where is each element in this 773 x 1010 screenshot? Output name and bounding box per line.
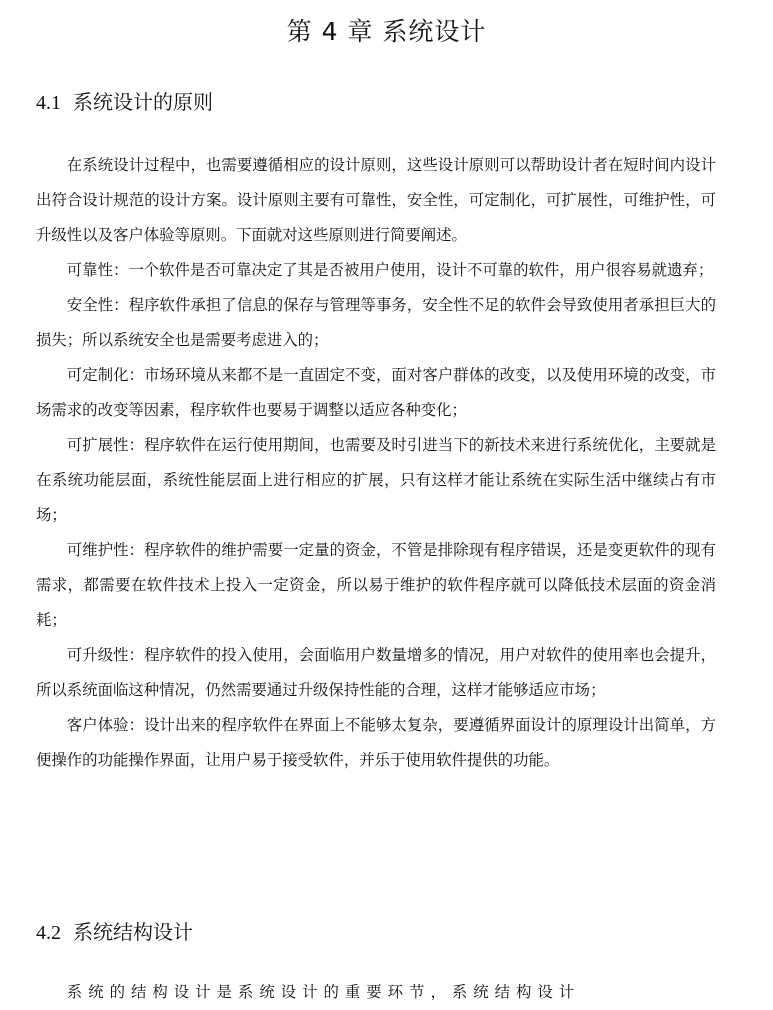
paragraph-security: 安全性：程序软件承担了信息的保存与管理等事务，安全性不足的软件会导致使用者承担巨大的损失；所以系统安全也是需要考虑进入的； xyxy=(36,296,716,349)
paragraph-reliability: 可靠性：一个软件是否可靠决定了其是否被用户使用，设计不可靠的软件，用户很容易就遗弃； xyxy=(66,261,714,279)
section-heading-4-1 xyxy=(36,88,213,117)
section-heading-4-2 xyxy=(36,918,193,947)
paragraph-maintainability: 可维护性：程序软件的维护需要一定量的资金，不管是排除现有程序错误，还是变更软件的现有需求，都需要在软件技术上投入一定资金，所以易于维护的软件程序就可以降低技术层面的资金消耗； xyxy=(36,541,716,629)
chapter-title: 第 4 章 系统设计 xyxy=(286,17,487,46)
paragraph-customization: 可定制化：市场环境从来都不是一直固定不变，面对客户群体的改变，以及使用环境的改变，市场需求的改变等因素，程序软件也要易于调整以适应各种变化； xyxy=(36,366,716,419)
paragraph-extensibility: 可扩展性：程序软件在运行使用期间，也需要及时引进当下的新技术来进行系统优化，主要就是在系统功能层面，系统性能层面上进行相应的扩展，只有这样才能让系统在实际生活中继续占有市场； xyxy=(36,436,716,524)
cut-off-text: 系统的结构设计是系统设计的重要环节，系统结构设计 xyxy=(66,983,581,1001)
paragraph-user-experience: 客户体验：设计出来的程序软件在界面上不能够太复杂，要遵循界面设计的原理设计出简单，方便操作的功能操作界面，让用户易于接受软件，并乐于使用软件提供的功能。 xyxy=(36,716,716,769)
paragraph-intro: 在系统设计过程中，也需要遵循相应的设计原则，这些设计原则可以帮助设计者在短时间内设计出符合设计规范的设计方案。设计原则主要有可靠性，安全性，可定制化，可扩展性，可维护性，可升级性以及客户体验等原则。下面就对这些原则进行简要阐述。 xyxy=(36,156,716,244)
section-title: 系统结构设计 xyxy=(73,920,193,944)
section-body xyxy=(36,148,716,778)
section-title: 系统设计的原则 xyxy=(73,90,213,114)
paragraph-upgradability: 可升级性：程序软件的投入使用，会面临用户数量增多的情况，用户对软件的使用率也会提升，所以系统面临这种情况，仍然需要通过升级保持性能的合理，这样才能够适应市场； xyxy=(36,646,716,699)
section-number: 4.1 xyxy=(36,92,61,114)
cut-off-text-line xyxy=(36,972,716,1001)
section-number: 4.2 xyxy=(36,922,61,944)
